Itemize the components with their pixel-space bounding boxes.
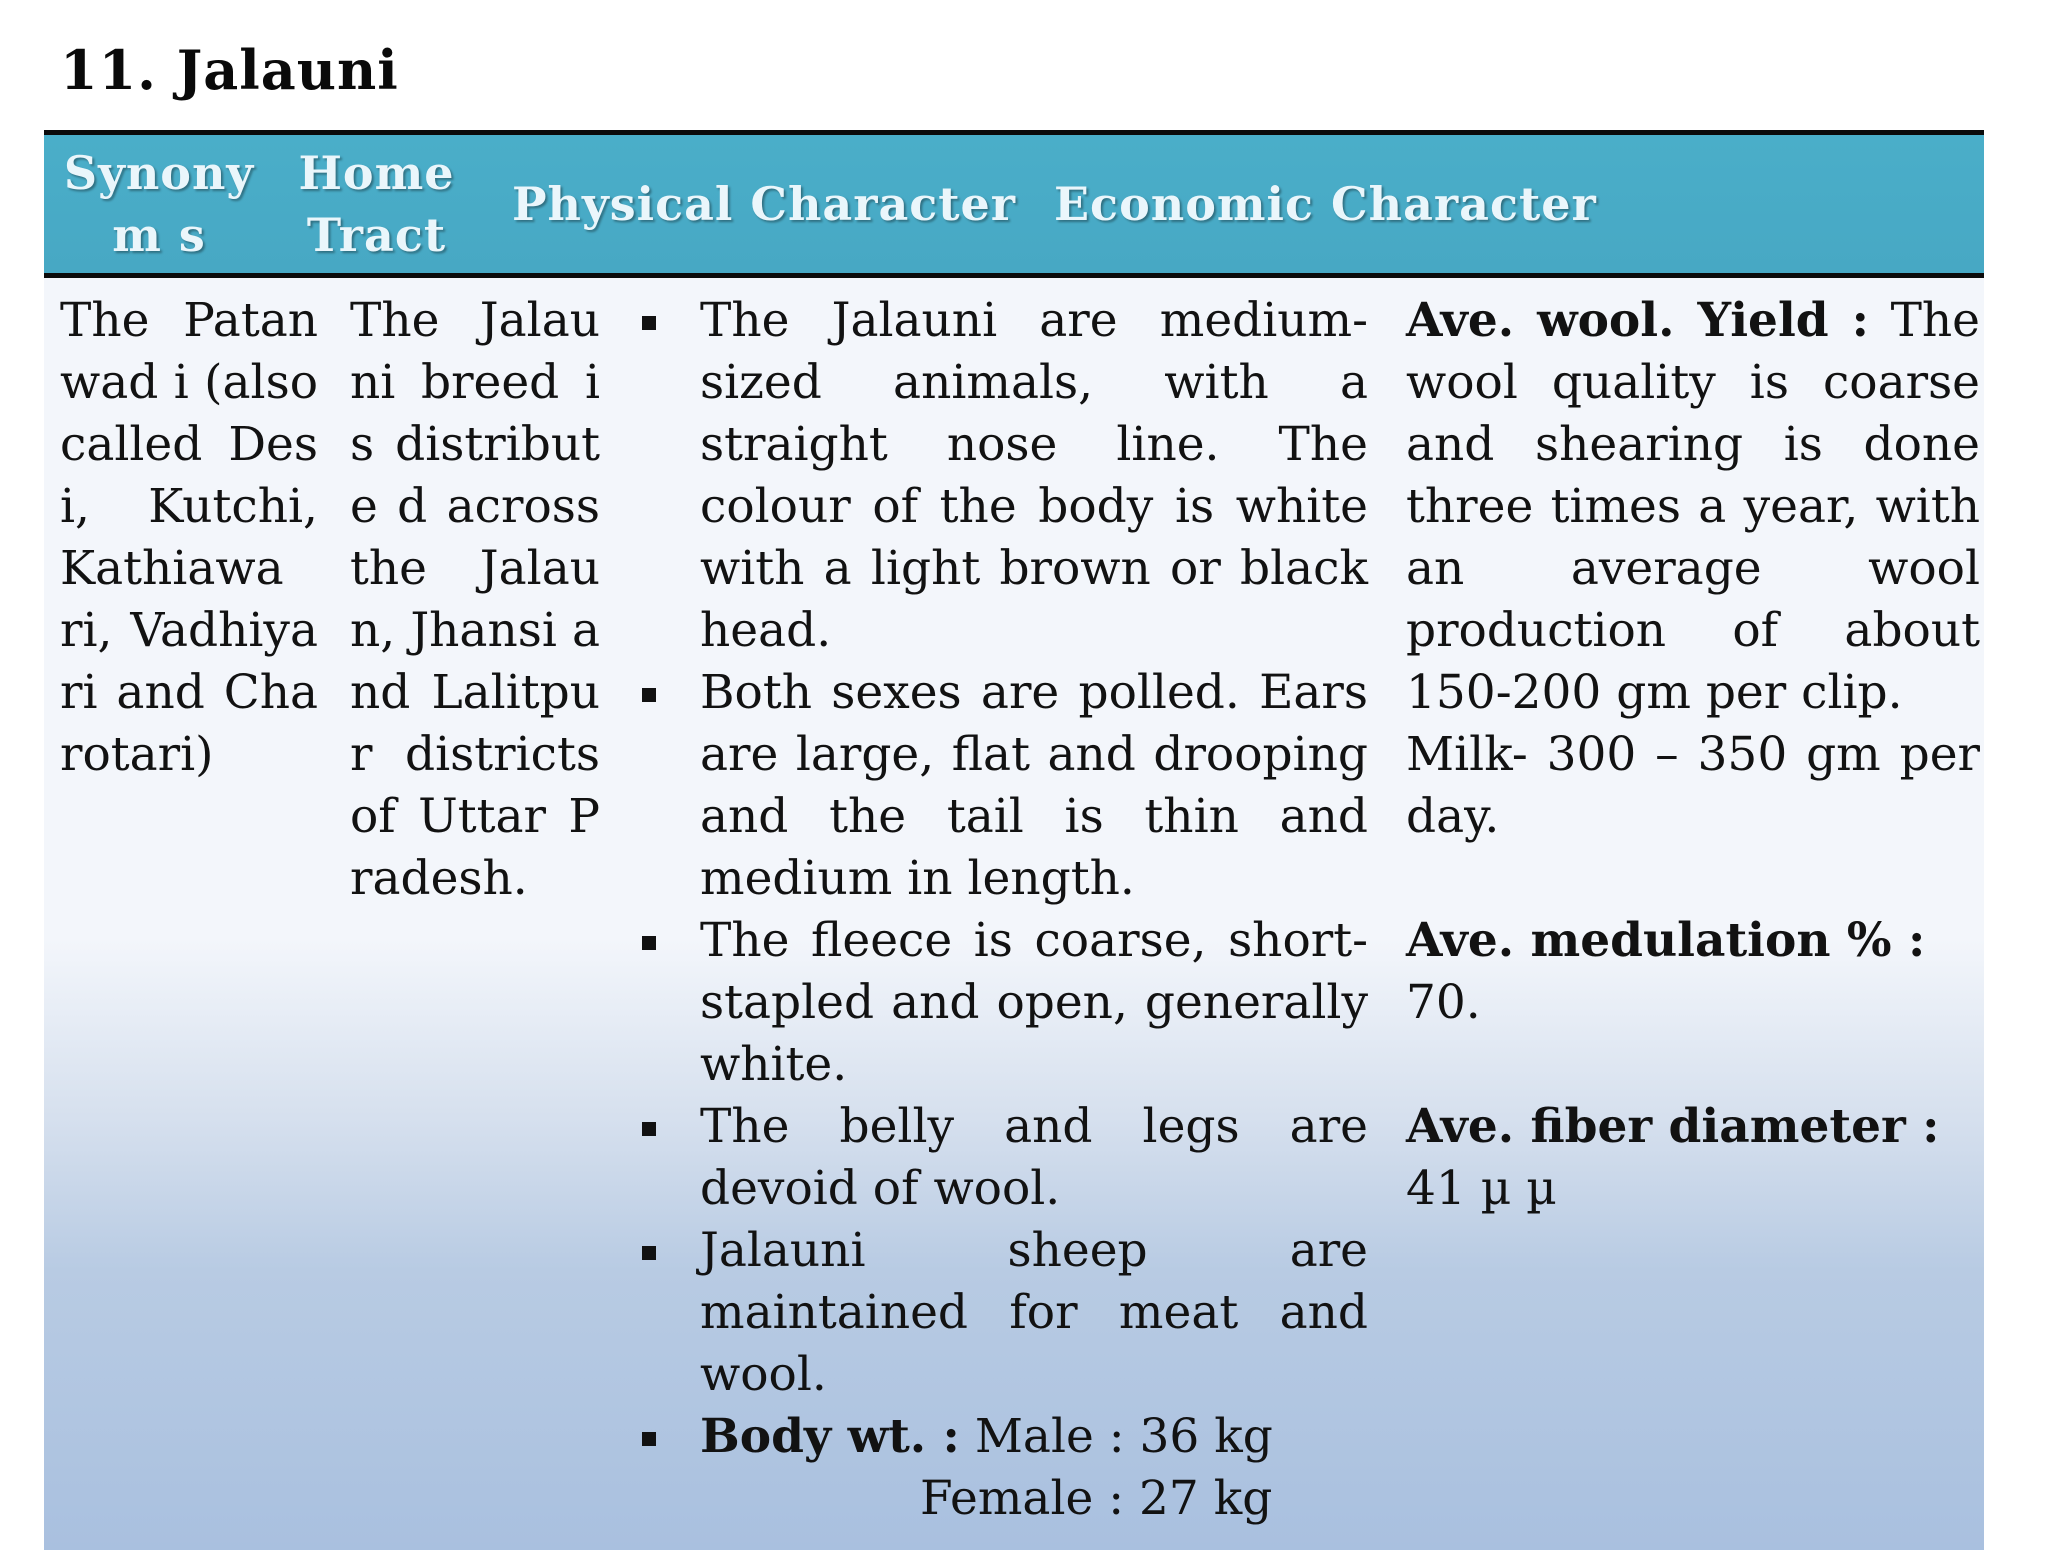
header-home-tract: Home Tract — [298, 146, 455, 262]
physical-character-cell — [700, 290, 1368, 1530]
fiber-diameter-value: 41 µ µ — [1406, 1161, 1557, 1216]
wool-yield-label: Ave. wool. Yield : — [1406, 293, 1869, 348]
synonyms-text: The Patanwad i (also called Desi, Kutchi, Kathiawa ri, Vadhiyari and Charotari) — [60, 293, 318, 782]
physical-bullet: Jalauni sheep are maintained for meat and wool. — [700, 1220, 1368, 1406]
fiber-diameter-paragraph — [1406, 1096, 1980, 1220]
physical-bullet-list — [700, 290, 1368, 1530]
home-tract-cell — [350, 290, 600, 910]
home-tract-text: The Jalauni breed is distribute d across the Jalaun, Jhansi and Lalitpur districts of Uttar Pradesh. — [350, 293, 600, 906]
physical-bullet: The Jalauni are medium-sized animals, with a straight nose line. The colour of the body is white with a light brown or black head. — [700, 290, 1368, 662]
spacer — [1406, 1034, 1980, 1096]
physical-bullet: The belly and legs are devoid of wool. — [700, 1096, 1368, 1220]
physical-bullet: Both sexes are polled. Ears are large, flat and drooping and the tail is thin and medium in length. — [700, 662, 1368, 910]
physical-bullet: The fleece is coarse, short-stapled and open, generally white. — [700, 910, 1368, 1096]
header-synonyms: Synonym s — [63, 146, 255, 262]
wool-yield-text: The wool quality is coarse and shearing is done three times a year, with an average wool production of about 150-200 gm per clip. — [1406, 293, 1980, 720]
synonyms-cell — [60, 290, 318, 786]
economic-character-cell — [1406, 290, 1980, 1220]
body-weight-female: Female : 27 kg — [920, 1471, 1273, 1526]
body-weight-label: Body wt. : — [700, 1409, 960, 1464]
table-body — [44, 278, 1984, 1550]
wool-yield-paragraph — [1406, 290, 1980, 724]
medulation-paragraph — [1406, 910, 1980, 1034]
milk-yield-text: Milk- 300 – 350 gm per day. — [1406, 727, 1980, 844]
body-weight-male: Male : 36 kg — [974, 1409, 1273, 1464]
header-physical-character: Physical Character — [511, 177, 1017, 231]
breed-table — [44, 130, 1984, 1550]
medulation-value: 70. — [1406, 975, 1481, 1030]
fiber-diameter-label: Ave. fiber diameter : — [1406, 1099, 1940, 1154]
medulation-label: Ave. medulation % : — [1406, 913, 1926, 968]
physical-bullet-body-weight — [700, 1406, 1368, 1530]
table-header — [44, 130, 1984, 278]
spacer — [1406, 848, 1980, 910]
page-title: 11. Jalauni — [60, 38, 399, 102]
header-economic-character: Economic Character — [1054, 177, 1597, 231]
